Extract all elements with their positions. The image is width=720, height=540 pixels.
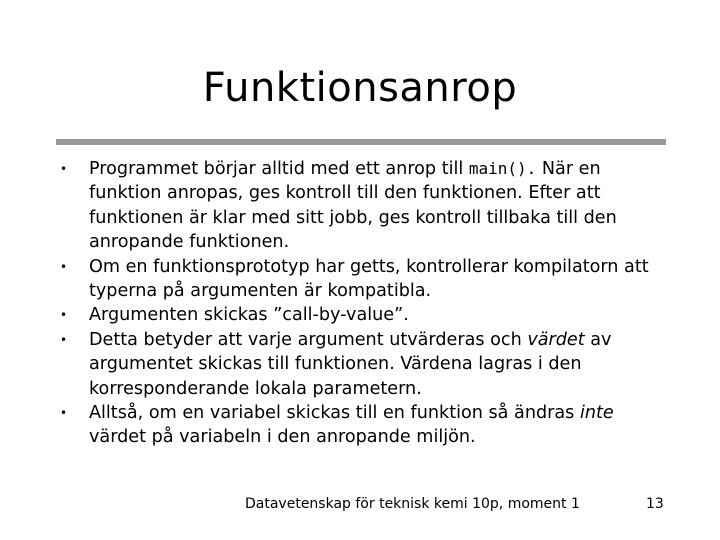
bullet-item bbox=[60, 255, 670, 304]
emphasized-word: inte bbox=[579, 403, 614, 424]
page-number: 13 bbox=[646, 496, 664, 512]
bullet-item bbox=[60, 401, 670, 450]
bullet-text: Detta betyder att varje argument utvärderas och bbox=[89, 329, 528, 350]
bullet-item bbox=[60, 157, 670, 255]
code-snippet: main(). bbox=[468, 159, 537, 178]
bullet-marker: • bbox=[60, 332, 68, 347]
slide-title: Funktionsanrop bbox=[202, 65, 518, 111]
bullet-text: av argumentet skickas till funktionen. Värdena lagras i den korresponderande lokala parametern. bbox=[89, 329, 612, 399]
bullet-text: värdet på variabeln i den anropande miljön. bbox=[89, 427, 476, 448]
slide-footer: Datavetenskap för teknisk kemi 10p, moment 1 bbox=[245, 496, 580, 512]
bullet-marker: • bbox=[60, 406, 68, 421]
bullet-item bbox=[60, 303, 670, 327]
bullet-text: Om en funktionsprototyp har getts, kontrollerar kompilatorn att typerna på argumenten är kompatibla. bbox=[89, 256, 649, 302]
bullet-text: Programmet börjar alltid med ett anrop till bbox=[89, 159, 469, 179]
bullet-marker: • bbox=[60, 308, 68, 323]
bullet-text: Alltså, om en variabel skickas till en funktion så ändras bbox=[89, 403, 580, 424]
title-divider bbox=[56, 139, 666, 145]
bullet-list bbox=[60, 157, 670, 450]
bullet-marker: • bbox=[60, 162, 68, 176]
bullet-marker: • bbox=[60, 259, 68, 274]
bullet-item bbox=[60, 328, 670, 401]
emphasized-word: värdet bbox=[527, 329, 585, 350]
bullet-text: När en funktion anropas, ges kontroll till den funktionen. Efter att funktionen är klar med sitt jobb, ges kontroll tillbaka till den anropande funktionen. bbox=[89, 159, 617, 253]
bullet-text: Argumenten skickas ”call-by-value”. bbox=[89, 305, 409, 326]
